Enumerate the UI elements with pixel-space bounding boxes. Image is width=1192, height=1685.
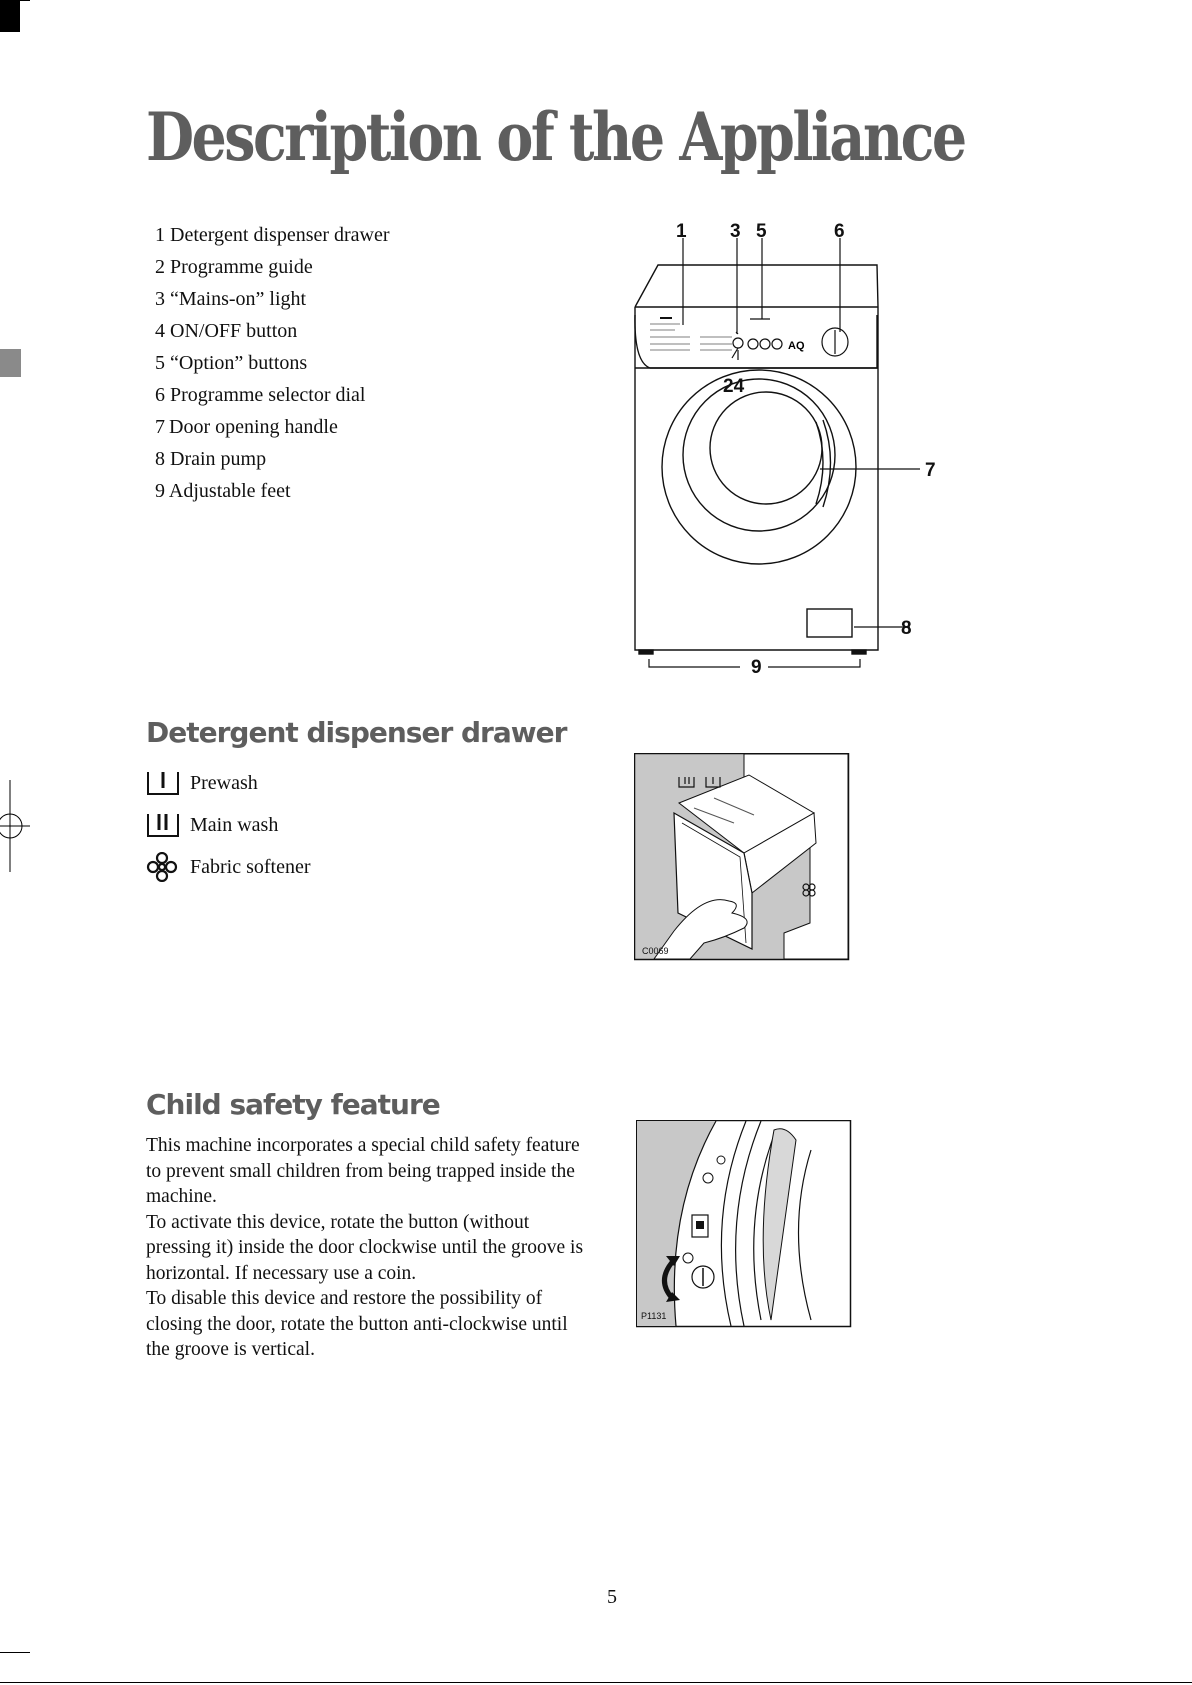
- list-item: 3 “Mains-on” light: [155, 288, 307, 310]
- callout-9: 9: [751, 657, 762, 678]
- registration-mark: [0, 780, 30, 872]
- paragraph: To disable this device and restore the possibility of closing the door, rotate the button anti-clockwise until the groove is vertical.: [146, 1288, 568, 1360]
- section-heading-child-safety: Child safety feature: [146, 1088, 440, 1121]
- list-item: 2 Programme guide: [155, 256, 313, 278]
- callout-7: 7: [925, 460, 936, 481]
- dispenser-drawer-figure: [634, 753, 850, 961]
- paragraph: This machine incorporates a special child safety feature to prevent small children from being trapped inside the machine.: [146, 1135, 580, 1207]
- list-item: 6 Programme selector dial: [155, 384, 366, 406]
- page-number: 5: [607, 1586, 617, 1608]
- callout-8: 8: [901, 618, 912, 639]
- crop-line: [0, 0, 30, 1]
- list-item: 1 Detergent dispenser drawer: [155, 224, 390, 246]
- list-item: Main wash: [146, 804, 311, 846]
- child-lock-figure: [636, 1120, 852, 1328]
- list-item: Fabric softener: [146, 846, 311, 888]
- callout-1: 1: [676, 222, 687, 242]
- crop-mark-gray: [0, 349, 21, 377]
- figure-code: C0069: [642, 946, 669, 956]
- fabric-softener-flower-icon: [146, 852, 188, 882]
- callout-3: 3: [730, 222, 741, 242]
- page-bottom-rule: [0, 1682, 1192, 1683]
- main-wash-compartment-icon: [146, 810, 188, 840]
- aq-logo: AQ: [788, 340, 805, 352]
- section-heading-detergent: Detergent dispenser drawer: [146, 716, 567, 749]
- page-title: Description of the Appliance: [146, 98, 965, 176]
- child-safety-description: [146, 1133, 596, 1363]
- crop-mark: [0, 0, 20, 32]
- list-item: 4 ON/OFF button: [155, 320, 298, 342]
- callout-24: 24: [723, 376, 745, 397]
- paragraph: To activate this device, rotate the button (without pressing it) inside the door clockwise until the groove is horizontal. If necessary use a coin.: [146, 1211, 584, 1284]
- washing-machine-diagram: [620, 222, 950, 682]
- figure-code: P1131: [641, 1311, 667, 1321]
- list-item: 7 Door opening handle: [155, 416, 338, 438]
- list-item: Prewash: [146, 762, 311, 804]
- list-item: 9 Adjustable feet: [155, 480, 291, 502]
- parts-list: [155, 222, 390, 510]
- crop-line-bottom: [0, 1652, 30, 1653]
- list-item: 5 “Option” buttons: [155, 352, 308, 374]
- list-item: 8 Drain pump: [155, 448, 267, 470]
- prewash-compartment-icon: [146, 768, 188, 798]
- callout-6: 6: [834, 222, 845, 242]
- callout-5: 5: [756, 222, 767, 242]
- compartment-legend: [146, 762, 311, 888]
